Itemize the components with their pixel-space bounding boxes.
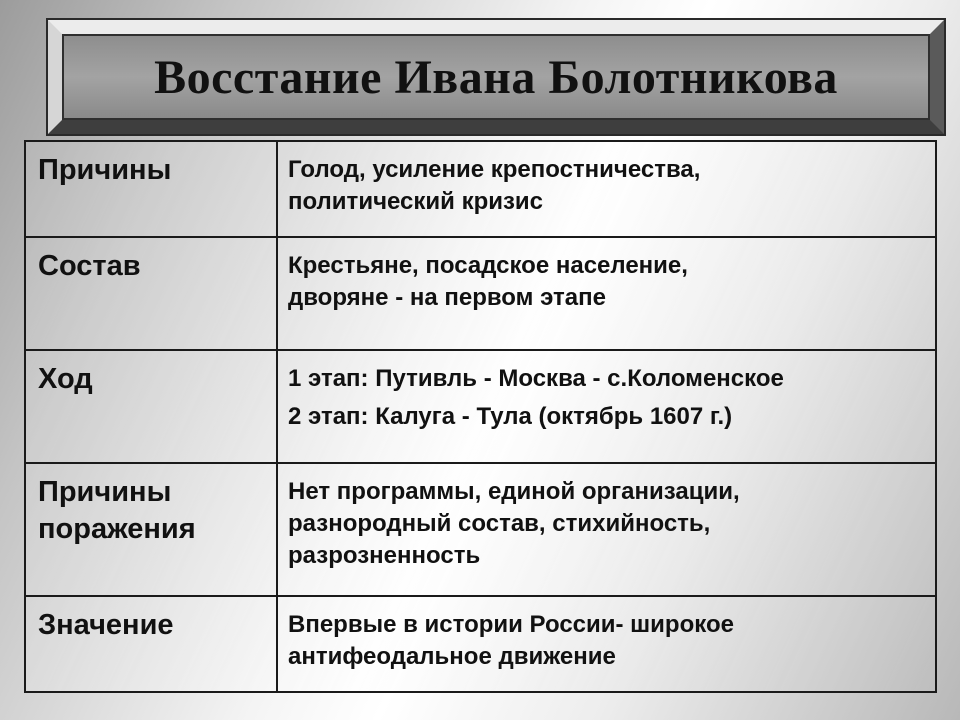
title-panel [62, 34, 930, 120]
row-label-significance: Значение [25, 596, 277, 692]
row-value-significance-line-1: Впервые в истории России- широкое [288, 611, 734, 638]
row-label-causes: Причины [25, 141, 277, 237]
row-label-defeat-causes-line-2: поражения [38, 513, 196, 545]
info-table [24, 140, 937, 693]
table-row-defeat-causes [25, 463, 936, 596]
row-value-composition-line-1: Крестьяне, посадское население, [288, 252, 688, 279]
row-label-defeat-causes [25, 463, 277, 596]
row-value-causes-line-2: политический кризис [288, 188, 544, 215]
row-value-defeat-causes [277, 463, 936, 596]
course-stage-1: 1 этап: Путивль - Москва - с.Коломенское [288, 365, 784, 392]
table-row-causes [25, 141, 936, 237]
row-value-defeat-causes-line-1: Нет программы, единой организации, [288, 478, 740, 505]
table-row-composition [25, 237, 936, 350]
row-value-causes-line-1: Голод, усиление крепостничества, [288, 156, 701, 183]
row-value-significance-line-2: антифеодальное движение [288, 643, 616, 670]
title-frame [48, 20, 944, 134]
row-value-defeat-causes-line-2: разнородный состав, стихийность, [288, 510, 711, 537]
row-value-defeat-causes-line-3: разрозненность [288, 542, 481, 569]
table-row-course [25, 350, 936, 463]
row-label-defeat-causes-line-1: Причины [38, 476, 172, 508]
table-row-significance [25, 596, 936, 692]
row-label-course: Ход [25, 350, 277, 463]
course-stage-2: 2 этап: Калуга - Тула (октябрь 1607 г.) [288, 403, 733, 430]
row-value-composition [277, 237, 936, 350]
row-value-significance [277, 596, 936, 692]
row-value-course [277, 350, 936, 463]
row-value-composition-line-2: дворяне - на первом этапе [288, 284, 606, 311]
row-label-composition: Состав [25, 237, 277, 350]
slide-title: Восстание Ивана Болотникова [154, 50, 838, 104]
row-value-causes [277, 141, 936, 237]
